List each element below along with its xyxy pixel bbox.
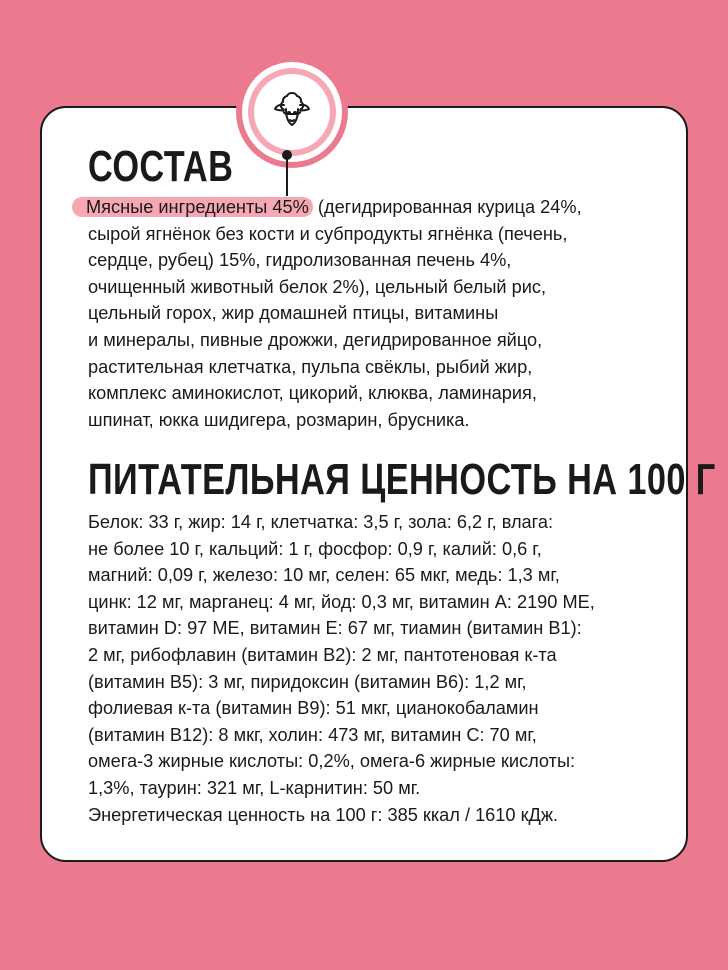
- nutrition-line: (витамин В12): 8 мкг, холин: 473 мг, витамин С: 70 мг,: [88, 724, 537, 745]
- composition-line: растительная клетчатка, пульпа свёклы, рыбий жир,: [88, 356, 533, 377]
- nutrition-title: ПИТАТЕЛЬНАЯ ЦЕННОСТЬ НА 100 Г: [88, 455, 716, 504]
- composition-line: и минералы, пивные дрожжи, дегидрированное яйцо,: [88, 329, 543, 350]
- composition-line: сердце, рубец) 15%, гидролизованная печень 4%,: [88, 250, 512, 271]
- composition-line: сырой ягнёнок без кости и субпродукты ягнёнка (печень,: [88, 223, 568, 244]
- badge: [254, 74, 330, 150]
- nutrition-line: цинк: 12 мг, марганец: 4 мг, йод: 0,3 мг, витамин А: 2190 МЕ,: [88, 591, 595, 612]
- nutrition-line: 2 мг, рибофлавин (витамин В2): 2 мг, пантотеновая к-та: [88, 644, 557, 665]
- composition-line: шпинат, юкка шидигера, розмарин, брусника.: [88, 409, 470, 430]
- nutrition-line: Белок: 33 г, жир: 14 г, клетчатка: 3,5 г, зола: 6,2 г, влага:: [88, 512, 554, 532]
- composition-line: цельный горох, жир домашней птицы, витамины: [88, 303, 499, 324]
- composition-line: комплекс аминокислот, цикорий, клюква, ламинария,: [88, 383, 537, 404]
- composition-line: очищенный животный белок 2%), цельный белый рис,: [88, 276, 547, 297]
- composition-text: [88, 194, 648, 433]
- nutrition-line: магний: 0,09 г, железо: 10 мг, селен: 65 мкг, медь: 1,3 мг,: [88, 565, 560, 586]
- nutrition-line: (витамин В5): 3 мг, пиридоксин (витамин В6): 1,2 мг,: [88, 671, 527, 692]
- nutrition-line: омега-3 жирные кислоты: 0,2%, омега-6 жирные кислоты:: [88, 751, 576, 772]
- connector-dot: [282, 150, 292, 160]
- sheep-icon: [269, 87, 315, 138]
- nutrition-line: Энергетическая ценность на 100 г: 385 ккал / 1610 кДж.: [88, 804, 559, 825]
- composition-line: (дегидрированная курица 24%,: [312, 197, 582, 217]
- highlighted-meat-percentage: Мясные ингредиенты 45%: [72, 197, 313, 217]
- nutrition-line: не более 10 г, кальций: 1 г, фосфор: 0,9 г, калий: 0,6 г,: [88, 538, 542, 559]
- nutrition-text: [88, 509, 648, 828]
- nutrition-line: витамин D: 97 МЕ, витамин Е: 67 мг, тиамин (витамин В1):: [88, 618, 582, 639]
- nutrition-line: фолиевая к-та (витамин В9): 51 мкг, цианокобаламин: [88, 698, 539, 719]
- composition-title: СОСТАВ: [88, 142, 234, 191]
- nutrition-line: 1,3%, таурин: 321 мг, L-карнитин: 50 мг.: [88, 777, 421, 798]
